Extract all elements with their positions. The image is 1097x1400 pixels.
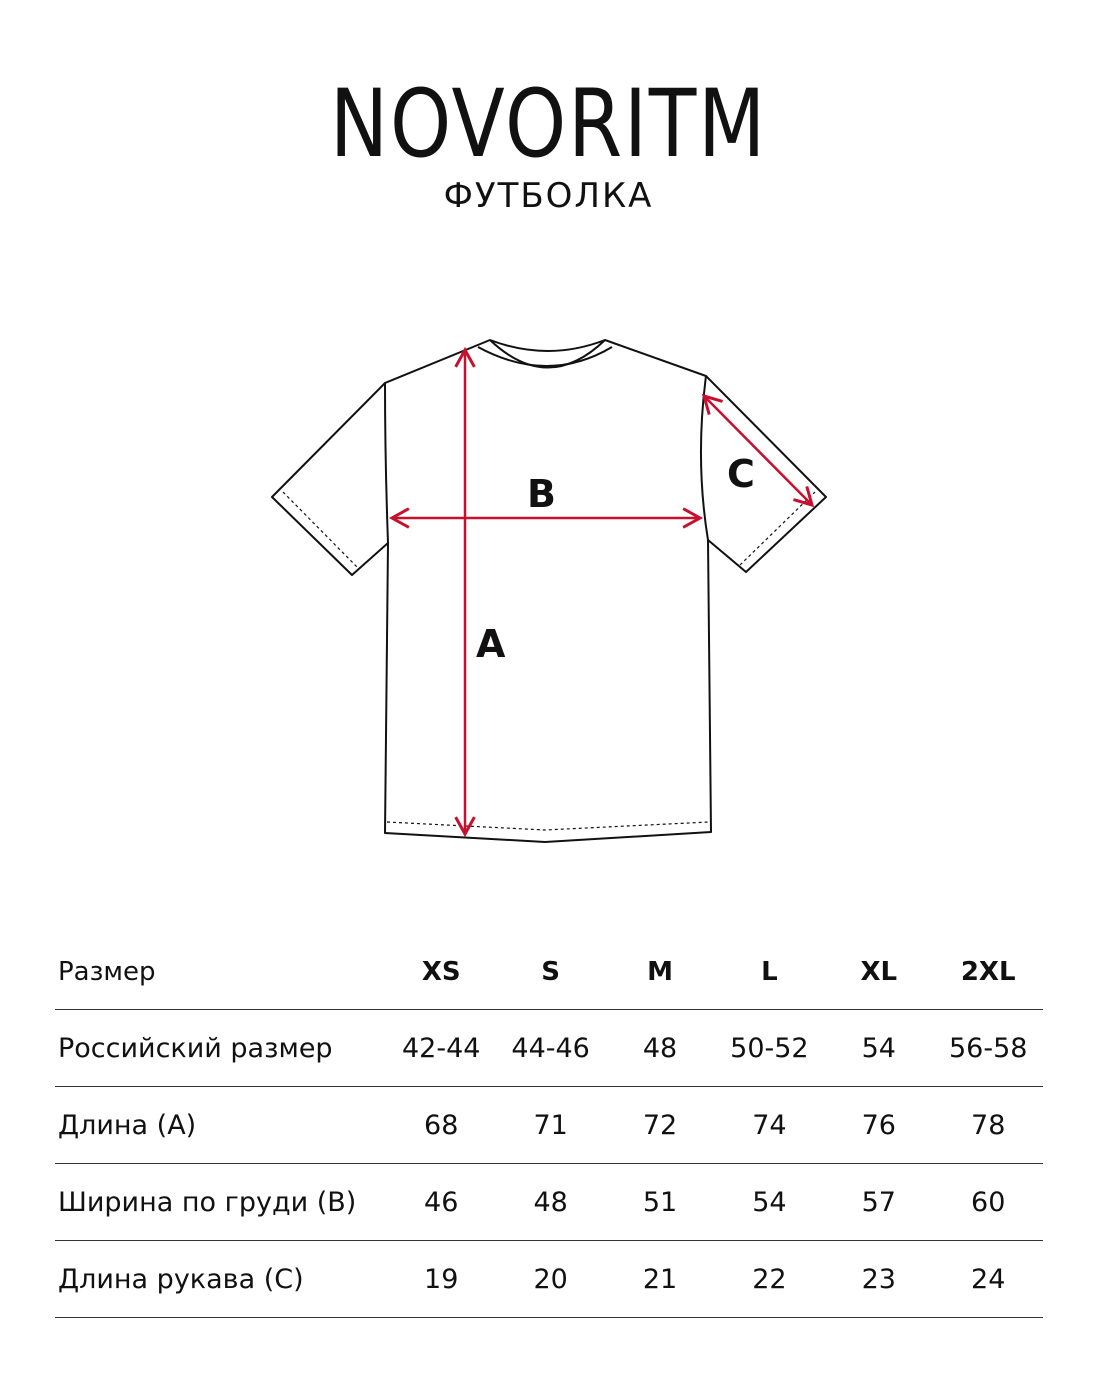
table-cell: 20 xyxy=(533,1263,568,1295)
size-col-s: S xyxy=(541,957,560,987)
table-cell: 24 xyxy=(971,1263,1006,1295)
tshirt-outline xyxy=(272,340,826,842)
table-row xyxy=(55,1087,1043,1164)
table-cell: 51 xyxy=(642,1186,678,1218)
size-col-2xl: 2XL xyxy=(960,957,1016,987)
table-cell: 56-58 xyxy=(948,1032,1028,1064)
label-b: B xyxy=(527,472,556,516)
row-label: Длина рукава (C) xyxy=(58,1263,304,1295)
label-c: C xyxy=(727,452,755,496)
table-cell: 72 xyxy=(642,1109,678,1141)
brand-logo: NOVORITM xyxy=(329,70,768,179)
size-col-l: L xyxy=(761,957,778,987)
table-cell: 19 xyxy=(424,1263,459,1295)
table-cell: 48 xyxy=(533,1186,568,1218)
size-col-m: M xyxy=(647,957,673,987)
table-row xyxy=(55,1010,1043,1087)
label-a: A xyxy=(476,622,506,666)
size-table xyxy=(55,935,1043,1318)
table-header-row xyxy=(55,935,1043,1010)
measure-lines xyxy=(392,350,812,834)
row-label: Российский размер xyxy=(58,1032,333,1064)
table-cell: 50-52 xyxy=(730,1032,809,1064)
size-col-xs: XS xyxy=(421,957,461,987)
table-cell: 21 xyxy=(642,1263,678,1295)
table-cell: 46 xyxy=(424,1186,459,1218)
table-cell: 60 xyxy=(971,1186,1006,1218)
size-col-xl: XL xyxy=(860,957,898,987)
table-cell: 78 xyxy=(971,1109,1006,1141)
table-cell: 42-44 xyxy=(402,1032,481,1064)
table-cell: 68 xyxy=(424,1109,459,1141)
table-cell: 48 xyxy=(642,1032,678,1064)
hem-stitching xyxy=(283,492,815,830)
table-cell: 74 xyxy=(752,1109,787,1141)
table-cell: 22 xyxy=(752,1263,787,1295)
row-label: Длина (A) xyxy=(58,1109,197,1141)
row-label: Ширина по груди (B) xyxy=(58,1186,357,1218)
table-cell: 54 xyxy=(752,1186,787,1218)
sleeve-arrow-c xyxy=(704,396,812,505)
table-row xyxy=(55,1164,1043,1241)
product-title: ФУТБОЛКА xyxy=(443,176,654,216)
table-cell: 71 xyxy=(533,1109,568,1141)
table-cell: 54 xyxy=(861,1032,896,1064)
table-cell: 57 xyxy=(861,1186,896,1218)
header-label: Размер xyxy=(58,957,156,987)
table-cell: 44-46 xyxy=(511,1032,590,1064)
table-cell: 76 xyxy=(861,1109,896,1141)
table-row xyxy=(55,1241,1043,1318)
table-cell: 23 xyxy=(861,1263,896,1295)
